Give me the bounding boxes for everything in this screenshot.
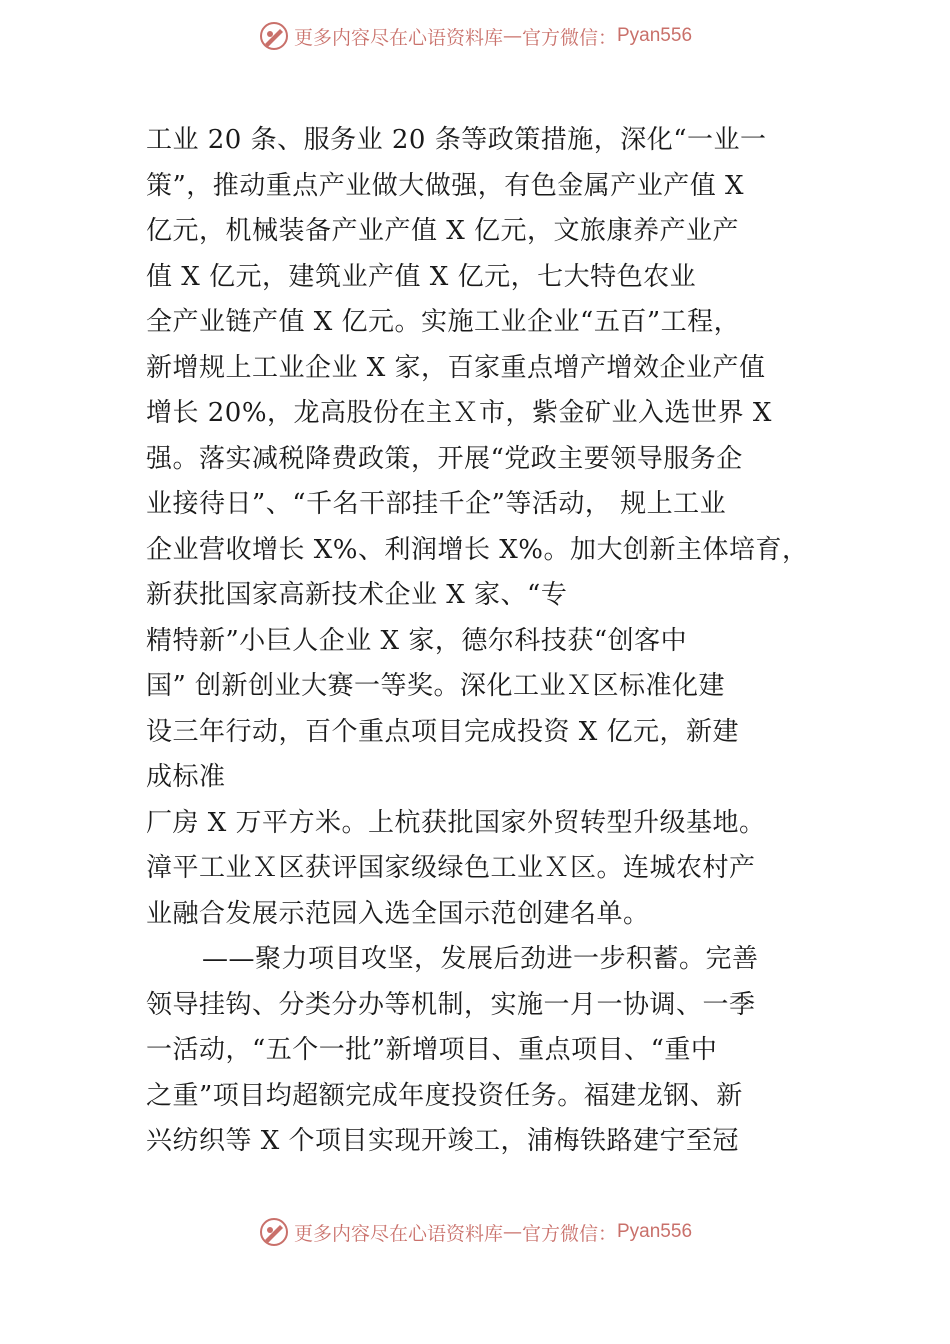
body-line: 值 X 亿元，建筑业产值 X 亿元，七大特色农业 [146,261,697,292]
header-banner [0,14,950,58]
footer-separator: — [502,1221,522,1243]
body-line: 企业营收增长 X%、利润增长 X%。加大创新主体培育， [146,534,809,565]
footer-wechat-label: 官方微信： [521,1222,617,1245]
footer-banner [0,1210,950,1254]
body-line: 工业 20 条、服务业 20 条等政策措施，深化“一业一 [146,125,767,155]
body-line: 精特新”小巨人企业 X 家，德尔科技获“创客中 [146,625,688,656]
pen-logo-icon [258,1216,290,1248]
header-site-text: 更多内容尽在心语资料库 [293,26,503,49]
body-line: 漳平工业Ｘ区获评国家级绿色工业Ｘ区。连城农村产 [146,853,756,883]
header-wechat-label: 官方微信： [521,26,617,49]
body-line: 强。落实减税降费政策，开展“党政主要领导服务企 [146,443,743,474]
body-line: 厂房 X 万平方米。上杭获批国家外贸转型升级基地。 [146,807,766,838]
body-line: 增长 20%，龙高股份在主Ｘ市，紫金矿业入选世界 X [146,398,772,428]
body-line-section-heading: ——聚力项目攻坚，发展后劲进一步积蓄。完善 [202,944,759,974]
body-line: 策”，推动重点产业做大做强，有色金属产业产值 X [146,170,745,201]
body-line: 成标准 [146,762,226,792]
document-body [146,118,846,1165]
body-line: 业融合发展示范园入选全国示范创建名单。 [146,898,650,929]
body-line: 新增规上工业企业 X 家，百家重点增产增效企业产值 [146,352,766,383]
header-separator: — [502,25,522,47]
body-line: 兴纺织等 X 个项目实现开竣工，浦梅铁路建宁至冠 [146,1126,740,1156]
body-line: 业接待日”、“千名干部挂千企”等活动， 规上工业 [146,489,727,519]
body-line: 全产业链产值 X 亿元。实施工业企业“五百”工程， [146,307,741,337]
body-line: 领导挂钩、分类分办等机制，实施一月一协调、一季 [146,989,756,1020]
footer-wechat-id: Pyan556 [617,1221,693,1242]
body-line: 之重”项目均超额完成年度投资任务。福建龙钢、新 [146,1080,743,1111]
footer-site-text: 更多内容尽在心语资料库 [293,1222,503,1245]
pen-logo-icon [258,20,290,52]
body-line: 新获批国家高新技术企业 X 家、“专 [146,580,568,610]
body-line: 国” 创新创业大赛一等奖。深化工业Ｘ区标准化建 [146,671,726,701]
body-line: 亿元，机械装备产业产值 X 亿元，文旅康养产业产 [146,216,740,246]
header-wechat-id: Pyan556 [617,25,693,46]
body-line: 一活动，“五个一批”新增项目、重点项目、“重中 [146,1035,718,1065]
body-line: 设三年行动，百个重点项目完成投资 X 亿元，新建 [146,716,740,747]
